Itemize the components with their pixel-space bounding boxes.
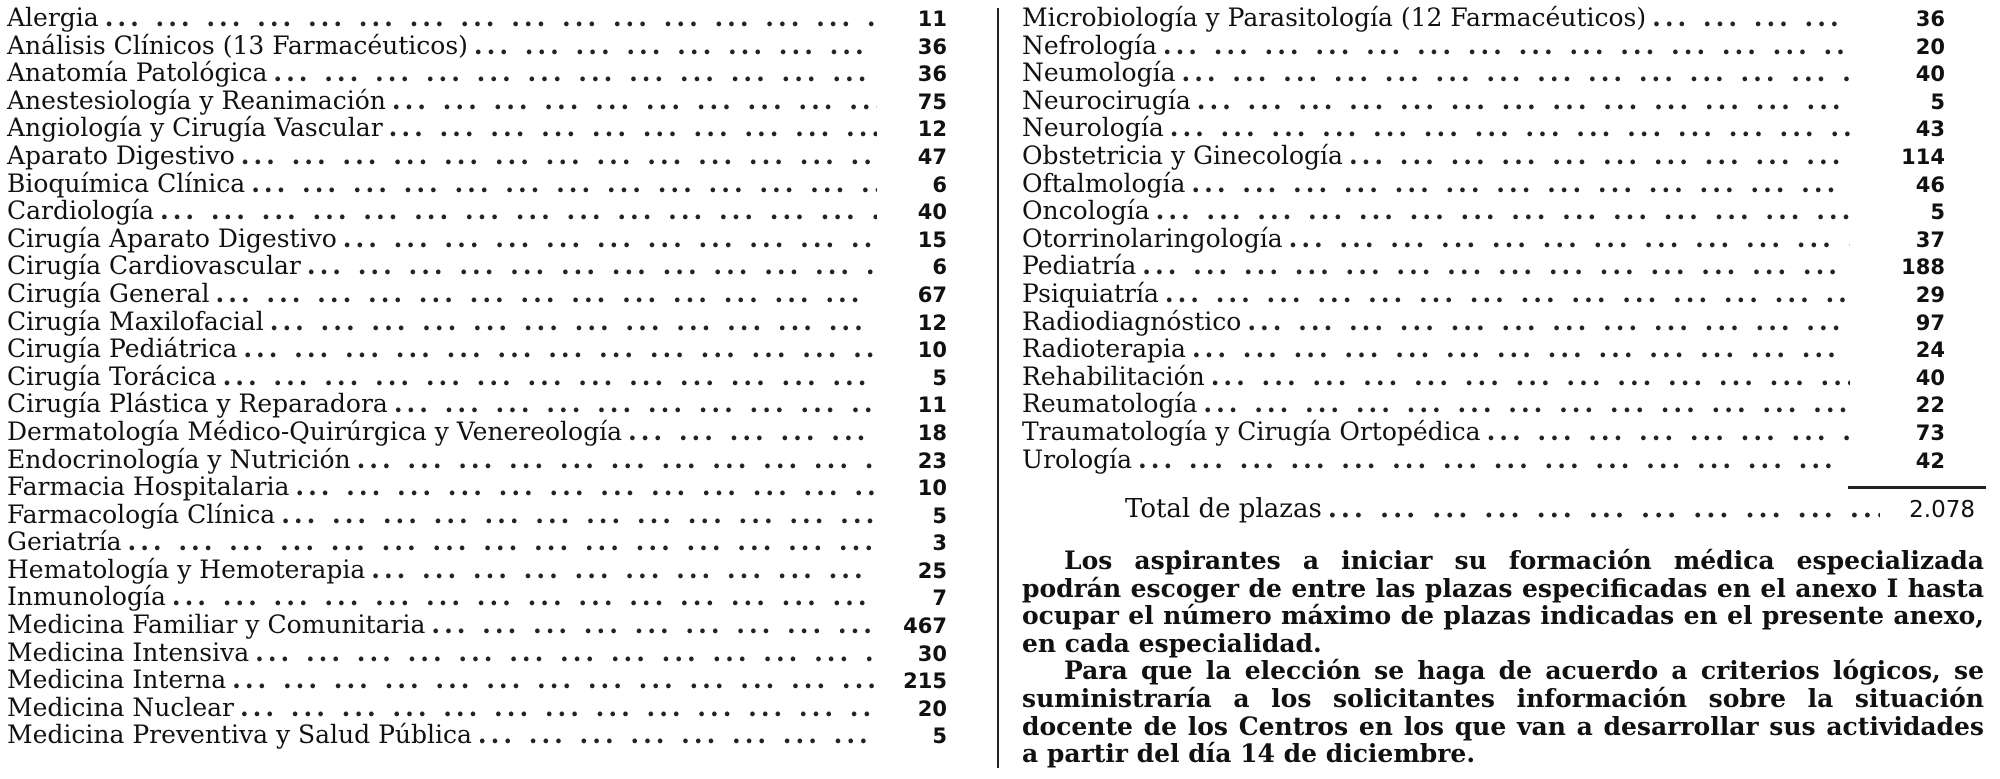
specialty-label: Cirugía General	[7, 278, 210, 308]
specialty-count: 3	[932, 531, 947, 556]
specialty-row	[1022, 4, 1990, 32]
specialty-label: Cirugía Cardiovascular	[7, 251, 301, 281]
specialty-count: 37	[1915, 227, 1945, 252]
leader-dots	[264, 308, 877, 336]
specialty-count: 18	[917, 420, 947, 445]
specialty-label: Reumatología	[1022, 389, 1198, 419]
specialty-label: Neurocirugía	[1022, 85, 1191, 115]
specialty-count: 40	[917, 200, 947, 225]
specialty-row	[7, 694, 947, 722]
specialty-row	[1022, 170, 1990, 198]
specialty-count: 5	[1930, 200, 1945, 225]
column-divider	[997, 8, 999, 768]
specialty-row	[1022, 59, 1990, 87]
specialty-count: 10	[917, 338, 947, 363]
leader-dots	[1132, 446, 1850, 474]
specialty-count: 10	[917, 476, 947, 501]
leader-dots	[226, 666, 877, 694]
specialty-count: 5	[1930, 89, 1945, 114]
specialty-row	[7, 446, 947, 474]
specialty-label: Radiodiagnóstico	[1022, 306, 1242, 336]
specialty-count: 40	[1915, 365, 1945, 390]
specialty-label: Inmunología	[7, 582, 166, 612]
right-specialty-list	[1022, 4, 1990, 473]
specialty-label: Medicina Intensiva	[7, 637, 250, 667]
specialty-row	[7, 59, 947, 87]
specialty-count: 36	[917, 62, 947, 87]
specialty-row	[7, 87, 947, 115]
leader-dots	[249, 639, 877, 667]
leader-dots	[1186, 335, 1850, 363]
leader-dots	[1343, 142, 1850, 170]
leader-dots	[1136, 252, 1850, 280]
specialty-label: Neumología	[1022, 58, 1176, 88]
specialty-label: Urología	[1022, 444, 1133, 474]
leader-dots	[386, 87, 877, 115]
leader-dots	[301, 252, 877, 280]
specialty-row	[1022, 252, 1990, 280]
leader-dots	[234, 694, 877, 722]
specialty-count: 12	[917, 310, 947, 335]
leader-dots	[1191, 87, 1850, 115]
specialty-count: 73	[1915, 420, 1945, 445]
specialty-label: Oncología	[1022, 196, 1150, 226]
specialty-count: 215	[903, 669, 947, 694]
specialty-count: 11	[917, 393, 947, 418]
specialty-count: 42	[1915, 448, 1945, 473]
leader-dots	[1646, 4, 1850, 32]
leader-dots	[388, 390, 877, 418]
specialty-count: 6	[932, 172, 947, 197]
specialty-label: Oftalmología	[1022, 168, 1186, 198]
leader-dots	[154, 197, 877, 225]
leader-dots	[468, 32, 877, 60]
specialty-row	[7, 501, 947, 529]
specialty-count: 46	[1915, 172, 1945, 197]
specialty-label: Cirugía Plástica y Reparadora	[7, 389, 388, 419]
specialty-row	[7, 252, 947, 280]
specialty-count: 25	[917, 558, 947, 583]
leader-dots	[245, 170, 877, 198]
specialty-row	[1022, 197, 1990, 225]
specialty-label: Aparato Digestivo	[7, 140, 235, 170]
leader-dots	[122, 528, 877, 556]
specialty-label: Rehabilitación	[1022, 361, 1205, 391]
leader-dots	[1205, 363, 1850, 391]
specialty-row	[1022, 363, 1990, 391]
specialty-label: Dermatología Médico-Quirúrgica y Venereología	[7, 416, 623, 446]
leader-dots	[383, 114, 877, 142]
specialty-count: 22	[1915, 393, 1945, 418]
specialty-row	[1022, 225, 1990, 253]
leader-dots	[235, 142, 877, 170]
specialty-label: Medicina Preventiva y Salud Pública	[7, 720, 472, 750]
specialty-row	[7, 528, 947, 556]
leader-dots	[1197, 390, 1850, 418]
specialty-count: 23	[917, 448, 947, 473]
specialty-label: Pediatría	[1022, 251, 1137, 281]
specialty-count: 188	[1901, 255, 1945, 280]
leader-dots	[425, 611, 877, 639]
leader-dots	[1322, 496, 1880, 524]
specialty-row	[1022, 446, 1990, 474]
leader-dots	[472, 721, 877, 749]
specialty-row	[7, 721, 947, 749]
specialty-count: 29	[1915, 282, 1945, 307]
leader-dots	[622, 418, 877, 446]
specialty-count: 5	[932, 503, 947, 528]
total-count: 2.078	[1909, 497, 1975, 523]
total-label: Total de plazas	[1125, 494, 1322, 524]
specialty-label: Endocrinología y Nutrición	[7, 444, 351, 474]
leader-dots	[1283, 225, 1850, 253]
specialty-label: Geriatría	[7, 527, 122, 557]
specialty-label: Anestesiología y Reanimación	[7, 85, 386, 115]
specialty-label: Psiquiatría	[1022, 278, 1159, 308]
specialty-label: Traumatología y Cirugía Ortopédica	[1022, 416, 1481, 446]
paragraph: Para que la elección se haga de acuerdo a criterios lógicos, se suministraría a los solicitantes información sobre la situación docente de los Centros en los que van a desarrollar sus actividades a partir del día 14 de diciembre.	[1022, 656, 1984, 769]
specialty-row	[7, 142, 947, 170]
specialty-count: 7	[932, 586, 947, 611]
specialty-label: Farmacia Hospitalaria	[7, 472, 290, 502]
specialty-row	[7, 114, 947, 142]
leader-dots	[1164, 114, 1850, 142]
specialty-count: 11	[917, 7, 947, 31]
leader-dots	[337, 225, 877, 253]
leader-dots	[210, 280, 877, 308]
specialty-row	[7, 473, 947, 501]
leader-dots	[99, 4, 877, 32]
specialty-label: Cardiología	[7, 196, 154, 226]
specialty-count: 12	[917, 117, 947, 142]
specialty-count: 15	[917, 227, 947, 252]
specialty-row	[1022, 390, 1990, 418]
total-rule	[1848, 486, 1986, 489]
leader-dots	[289, 473, 877, 501]
leader-dots	[1150, 197, 1850, 225]
leader-dots	[1481, 418, 1850, 446]
leader-dots	[217, 363, 877, 391]
specialty-label: Neurología	[1022, 113, 1164, 143]
specialty-row	[7, 32, 947, 60]
specialty-label: Medicina Familiar y Comunitaria	[7, 610, 426, 640]
specialty-count: 75	[917, 89, 947, 114]
specialty-count: 47	[917, 144, 947, 169]
specialty-label: Cirugía Aparato Digestivo	[7, 223, 337, 253]
specialty-label: Microbiología y Parasitología (12 Farmacéuticos)	[1022, 3, 1647, 32]
specialty-count: 40	[1915, 62, 1945, 87]
leader-dots	[1157, 32, 1850, 60]
leader-dots	[166, 583, 877, 611]
specialty-row	[7, 170, 947, 198]
leader-dots	[1159, 280, 1850, 308]
specialty-label: Alergia	[7, 3, 99, 32]
left-specialty-list	[7, 4, 947, 749]
specialty-row	[1022, 280, 1990, 308]
specialty-label: Medicina Interna	[7, 665, 227, 695]
specialty-row	[1022, 308, 1990, 336]
specialty-label: Cirugía Torácica	[7, 361, 217, 391]
specialty-count: 6	[932, 255, 947, 280]
specialty-label: Nefrología	[1022, 30, 1157, 60]
specialty-row	[7, 225, 947, 253]
specialty-label: Obstetricia y Ginecología	[1022, 140, 1343, 170]
specialty-row	[1022, 418, 1990, 446]
specialty-row	[7, 280, 947, 308]
leader-dots	[1185, 170, 1850, 198]
specialty-label: Farmacología Clínica	[7, 499, 276, 529]
specialty-row	[7, 639, 947, 667]
specialty-label: Bioquímica Clínica	[7, 168, 246, 198]
specialty-count: 5	[932, 724, 947, 749]
leader-dots	[351, 446, 877, 474]
specialty-count: 5	[932, 365, 947, 390]
specialty-label: Análisis Clínicos (13 Farmacéuticos)	[7, 30, 468, 60]
body-text	[1022, 547, 1984, 768]
specialty-count: 467	[903, 614, 947, 639]
specialty-count: 43	[1915, 117, 1945, 142]
specialty-row	[7, 611, 947, 639]
leader-dots	[1241, 308, 1850, 336]
specialty-row	[7, 335, 947, 363]
specialty-row	[7, 4, 947, 32]
specialty-row	[7, 308, 947, 336]
total-line	[1125, 496, 1990, 524]
specialty-label: Hematología y Hemoterapia	[7, 554, 366, 584]
specialty-count: 24	[1915, 338, 1945, 363]
specialty-row	[7, 556, 947, 584]
specialty-row	[7, 583, 947, 611]
specialty-count: 20	[1915, 34, 1945, 59]
specialty-row	[7, 390, 947, 418]
specialty-label: Angiología y Cirugía Vascular	[7, 113, 383, 143]
specialty-row	[1022, 87, 1990, 115]
specialty-row	[7, 363, 947, 391]
total-row	[1125, 496, 1990, 524]
leader-dots	[267, 59, 877, 87]
specialty-row	[1022, 335, 1990, 363]
specialty-row	[1022, 114, 1990, 142]
specialty-label: Cirugía Maxilofacial	[7, 306, 264, 336]
specialty-row	[7, 666, 947, 694]
specialty-label: Anatomía Patológica	[7, 58, 268, 88]
specialty-label: Medicina Nuclear	[7, 692, 234, 722]
leader-dots	[365, 556, 877, 584]
specialty-row	[7, 197, 947, 225]
paragraph: Los aspirantes a iniciar su formación médica especializada podrán escoger de entre las plazas especificadas en el anexo I hasta ocupar el número máximo de plazas indicadas en el presente anexo, en cada especialidad.	[1022, 546, 1984, 658]
specialty-row	[1022, 142, 1990, 170]
specialty-label: Radioterapia	[1022, 334, 1186, 364]
specialty-count: 36	[1915, 7, 1945, 31]
specialty-label: Otorrinolaringología	[1022, 223, 1283, 253]
specialty-count: 36	[917, 34, 947, 59]
specialty-row	[7, 418, 947, 446]
specialty-row	[1022, 32, 1990, 60]
leader-dots	[275, 501, 877, 529]
specialty-count: 30	[917, 641, 947, 666]
specialty-label: Cirugía Pediátrica	[7, 334, 238, 364]
specialty-count: 67	[917, 282, 947, 307]
leader-dots	[237, 335, 877, 363]
specialty-count: 20	[917, 696, 947, 721]
specialty-count: 114	[1901, 144, 1945, 169]
leader-dots	[1175, 59, 1850, 87]
specialty-count: 97	[1915, 310, 1945, 335]
